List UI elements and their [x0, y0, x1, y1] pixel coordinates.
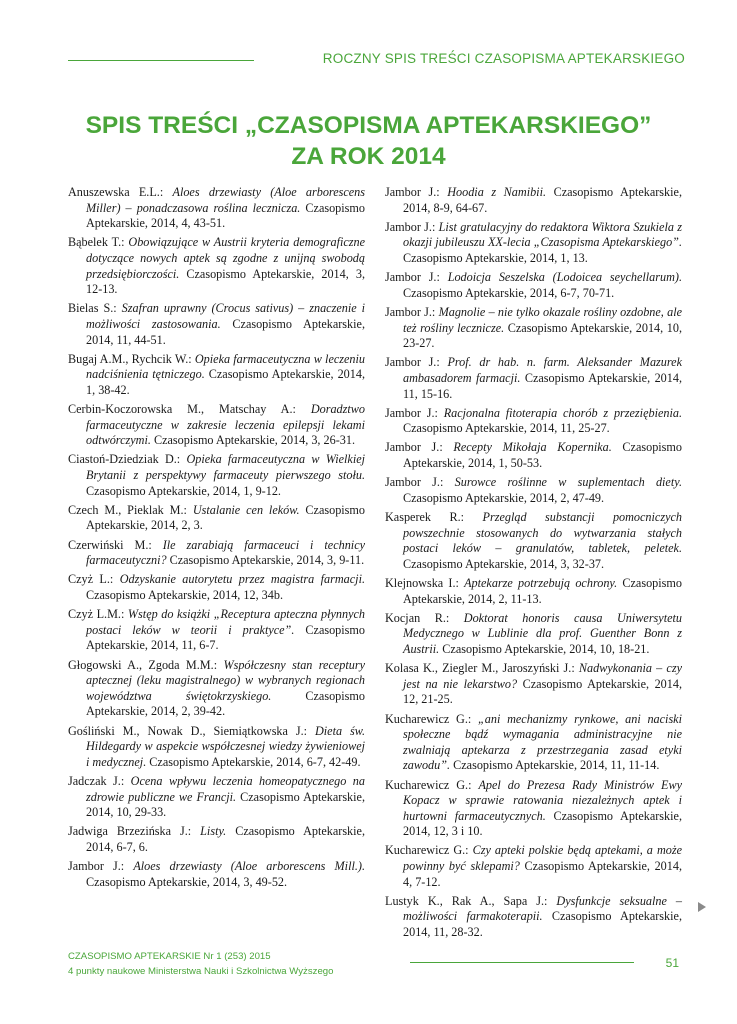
page-title — [0, 110, 737, 172]
entry-authors: Ciastoń-Dziedziak D.: — [68, 452, 187, 467]
entry-title: Odzyskanie autorytetu przez magistra farmacji. — [119, 572, 365, 587]
entry-title: Dieta św. Hildegardy w aspekcie współczesnej wiedzy żywieniowej i medycznej. — [86, 723, 366, 769]
left-column — [68, 185, 365, 894]
entry-authors: Lustyk K., Rak A., Sapa J.: — [385, 893, 557, 908]
entry-authors: Bąbelek T.: — [68, 235, 129, 250]
entry-authors: Bielas S.: — [68, 301, 122, 316]
entry-source: Czasopismo Aptekarskie, 2014, 11, 25-27. — [403, 421, 610, 436]
entry-authors: Kucharewicz G.: — [385, 777, 479, 792]
title-line-2: ZA ROK 2014 — [291, 143, 446, 170]
entry-source: Czasopismo Aptekarskie, 2014, 6-7, 42-49. — [146, 754, 361, 769]
entry-title: Opieka farmaceutyczna w Wielkiej Brytanii z perspektywy farmaceuty pierwszego stołu. — [86, 452, 365, 483]
entry-authors: Głogowski A., Zgoda M.M.: — [68, 657, 224, 672]
entry-title: Opieka farmaceutyczna w leczeniu nadciśnienia tętniczego. — [86, 351, 365, 382]
entry-title: Ustalanie cen leków. — [192, 502, 300, 517]
footer-points: 4 punkty naukowe Ministerstwa Nauki i Szkolnictwa Wyższego — [68, 966, 334, 977]
entry-authors: Jambor J.: — [385, 355, 448, 370]
entry-authors: Klejnowska I.: — [385, 576, 465, 590]
entry-title: Ile zarabiają farmaceuci i technicy farmaceutyczni? — [86, 537, 366, 568]
toc-entry — [385, 576, 682, 607]
entry-authors: Kasperek R.: — [385, 510, 483, 525]
toc-entry — [68, 185, 365, 232]
entry-source: Czasopismo Aptekarskie, 2014, 2, 3. — [86, 502, 365, 533]
entry-title: Ocena wpływu leczenia homeopatycznego na zdrowie publiczne we Francji. — [86, 773, 365, 804]
entry-title: Recepty Mikołaja Kopernika. — [453, 440, 612, 455]
entry-source: Czasopismo Aptekarskie, 2014, 10, 23-27. — [403, 320, 682, 351]
entry-source: Czasopismo Aptekarskie, 2014, 11, 44-51. — [86, 316, 365, 347]
toc-entry — [68, 774, 365, 821]
entry-source: Czasopismo Aptekarskie, 2014, 3, 32-37. — [403, 556, 605, 571]
triangle-right-icon[interactable] — [698, 902, 706, 912]
running-head: ROCZNY SPIS TREŚCI CZASOPISMA APTEKARSKIEGO — [322, 51, 685, 66]
toc-entry — [68, 503, 365, 534]
toc-entry — [385, 510, 682, 572]
entry-source: Czasopismo Aptekarskie, 2014, 1, 38-42. — [86, 367, 365, 397]
entry-title: Aptekarze potrzebują ochrony. — [464, 576, 618, 590]
entry-source: Czasopismo Aptekarskie, 2014, 2, 47-49. — [403, 490, 605, 505]
toc-entry — [68, 824, 365, 855]
toc-entry — [68, 352, 365, 399]
entry-authors: Jambor J.: — [385, 270, 448, 285]
entry-authors: Cerbin-Koczorowska M., Matschay A.: — [68, 402, 311, 417]
toc-entry — [385, 185, 682, 216]
entry-source: Czasopismo Aptekarskie, 2014, 12, 3 i 10. — [403, 808, 682, 839]
entry-authors: Czyż L.M.: — [68, 607, 128, 622]
entry-title: Aloes drzewiasty (Aloe arborescens Miller) – ponadczasowa roślina lecznicza. — [86, 185, 366, 215]
entry-source: Czasopismo Aptekarskie, 2014, 3, 26-31. — [150, 433, 356, 448]
entry-source: Czasopismo Aptekarskie, 2014, 4, 43-51. — [86, 200, 365, 231]
entry-title: Doradztwo farmaceutyczne w zakresie leczenia epilepsji lekami odtwórczymi. — [86, 402, 365, 448]
entry-authors: Czech M., Pieklak M.: — [68, 502, 193, 517]
entry-source: Czasopismo Aptekarskie, 2014, 4, 7-12. — [403, 859, 682, 889]
entry-title: Dysfunkcje seksualne – możliwości farmakoterapii. — [403, 893, 682, 924]
toc-entry — [385, 305, 682, 352]
toc-entry — [68, 402, 365, 449]
entry-title: Szafran uprawny (Crocus sativus) – znaczenie i możliwości zastosowania. — [86, 301, 365, 331]
entry-authors: Anuszewska E.L.: — [68, 185, 173, 199]
entry-title: List gratulacyjny do redaktora Wiktora Szukiela z okazji jubileuszu XX-lecia „Czasopisma Aptekarskiego”. — [403, 219, 682, 250]
entry-source: Czasopismo Aptekarskie, 2014, 12, 34b. — [86, 588, 284, 602]
toc-entry — [385, 355, 682, 402]
toc-entry — [385, 475, 682, 506]
toc-entry — [385, 220, 682, 267]
entry-source: Czasopismo Aptekarskie, 2014, 6-7, 70-71. — [403, 285, 615, 300]
toc-entry — [68, 859, 365, 890]
entry-authors: Jadczak J.: — [68, 773, 131, 788]
entry-title: Doktorat honoris causa Uniwersytetu Medycznego w Lublinie dla prof. Guenther Bonn z Austrii. — [403, 610, 682, 656]
toc-entry — [385, 843, 682, 890]
toc-entry — [68, 301, 365, 348]
entry-title: Prof. dr hab. n. farm. Aleksander Mazurek ambasadorem farmacji. — [403, 355, 682, 385]
toc-entry — [385, 611, 682, 658]
toc-entry — [385, 778, 682, 840]
toc-entry — [385, 661, 682, 708]
entry-source: Czasopismo Aptekarskie, 2014, 1, 50-53. — [403, 440, 682, 471]
entry-authors: Jambor J.: — [385, 405, 444, 420]
entry-source: Czasopismo Aptekarskie, 2014, 10, 29-33. — [86, 789, 365, 820]
title-line-1: SPIS TREŚCI „CZASOPISMA APTEKARSKIEGO” — [85, 112, 652, 139]
entry-source: Czasopismo Aptekarskie, 2014, 11, 6-7. — [86, 622, 365, 653]
entry-authors: Kucharewicz G.: — [385, 843, 473, 858]
toc-entry — [385, 894, 682, 941]
entry-source: Czasopismo Aptekarskie, 2014, 10, 18-21. — [439, 641, 650, 656]
entry-authors: Kolasa K., Ziegler M., Jaroszyński J.: — [385, 661, 579, 676]
footer-journal: CZASOPISMO APTEKARSKIE Nr 1 (253) 2015 — [68, 951, 271, 962]
entry-title: Apel do Prezesa Rady Ministrów Ewy Kopacz w sprawie ratowania niezależnych aptek i hurtowni farmaceutycznych. — [403, 777, 682, 823]
entry-authors: Jambor J.: — [385, 304, 439, 319]
entry-source: Czasopismo Aptekarskie, 2014, 8-9, 64-67. — [403, 185, 682, 215]
entry-source: Czasopismo Aptekarskie, 2014, 2, 39-42. — [86, 688, 365, 719]
footer-rule — [410, 962, 634, 963]
entry-source: Czasopismo Aptekarskie, 2014, 3, 49-52. — [86, 874, 288, 889]
entry-title: Obowiązujące w Austrii kryteria demograficzne dotyczące nowych aptek są zgodne z unijną swobodą przedsiębiorczości. — [86, 235, 365, 281]
toc-entry — [385, 270, 682, 301]
entry-authors: Jambor J.: — [385, 185, 448, 199]
entry-source: Czasopismo Aptekarskie, 2014, 3, 9-11. — [166, 553, 365, 568]
entry-title: Racjonalna fitoterapia chorób z przeziębienia. — [443, 405, 682, 420]
entry-title: Współczesny stan receptury aptecznej (leku magistralnego) w wybranych regionach województwa świętokrzyskiego. — [86, 657, 365, 703]
entry-title: Wstęp do książki „Receptura apteczna płynnych postaci leków w teorii i praktyce”. — [86, 607, 365, 637]
entry-authors: Jambor J.: — [68, 859, 134, 874]
entry-title: Hoodia z Namibii. — [447, 185, 546, 199]
entry-authors: Jambor J.: — [385, 440, 454, 455]
right-column — [385, 185, 682, 944]
toc-entry — [68, 452, 365, 499]
toc-entry — [68, 607, 365, 654]
toc-entry — [68, 572, 365, 603]
entry-source: Czasopismo Aptekarskie, 2014, 1, 13. — [403, 250, 588, 265]
header-rule-left — [68, 60, 254, 61]
toc-entry — [68, 235, 365, 297]
entry-source: Czasopismo Aptekarskie, 2014, 3, 12-13. — [86, 266, 365, 297]
entry-title: Magnolie – nie tylko okazale rośliny ozdobne, ale też rośliny lecznicze. — [403, 304, 682, 335]
entry-authors: Czyż L.: — [68, 572, 120, 587]
entry-authors: Kocjan R.: — [385, 610, 464, 625]
entry-title: Listy. — [200, 824, 227, 839]
toc-entry — [385, 406, 682, 437]
entry-authors: Jambor J.: — [385, 219, 439, 234]
entry-title: Czy apteki polskie będą aptekami, a może powinny być sklepami? — [403, 843, 682, 874]
toc-entry — [385, 440, 682, 471]
entry-authors: Jambor J.: — [385, 475, 455, 490]
entry-authors: Jadwiga Brzezińska J.: — [68, 824, 201, 839]
toc-entry — [385, 712, 682, 774]
entry-source: Czasopismo Aptekarskie, 2014, 11, 28-32. — [403, 909, 682, 940]
toc-entry — [68, 538, 365, 569]
entry-source: Czasopismo Aptekarskie, 2014, 6-7, 6. — [86, 824, 365, 854]
entry-authors: Czerwiński M.: — [68, 537, 163, 552]
page-number: 51 — [665, 956, 679, 970]
entry-source: Czasopismo Aptekarskie, 2014, 11, 15-16. — [403, 370, 682, 401]
entry-title: Surowce roślinne w suplementach diety. — [454, 475, 683, 490]
toc-entry — [68, 724, 365, 771]
entry-title: Przegląd substancji pomocniczych powszechnie stosowanych do wytwarzania stałych postaci leków – granulatów, tabletek, peletek. — [403, 510, 682, 556]
entry-source: Czasopismo Aptekarskie, 2014, 11, 11-14. — [450, 758, 660, 773]
entry-title: Lodoicja Seszelska (Lodoicea seychellarum). — [447, 270, 682, 285]
entry-authors: Kucharewicz G.: — [385, 711, 478, 726]
entry-title: Nadwykonania – czy jest na nie lekarstwo? — [403, 661, 682, 691]
entry-source: Czasopismo Aptekarskie, 2014, 2, 11-13. — [403, 576, 682, 606]
entry-authors: Bugaj A.M., Rychcik W.: — [68, 351, 195, 366]
entry-title: Aloes drzewiasty (Aloe arborescens Mill.). — [133, 859, 365, 874]
toc-entry — [68, 658, 365, 720]
entry-title: „ani mechanizmy rynkowe, ani naciski społeczne bądź wymagania administracyjne nie zwalniają aptekarza z przestrzegania zasad etyki zawodu”. — [403, 711, 682, 773]
entry-source: Czasopismo Aptekarskie, 2014, 12, 21-25. — [403, 676, 682, 707]
entry-authors: Gośliński M., Nowak D., Siemiątkowska J.: — [68, 723, 315, 738]
entry-source: Czasopismo Aptekarskie, 2014, 1, 9-12. — [86, 483, 281, 498]
